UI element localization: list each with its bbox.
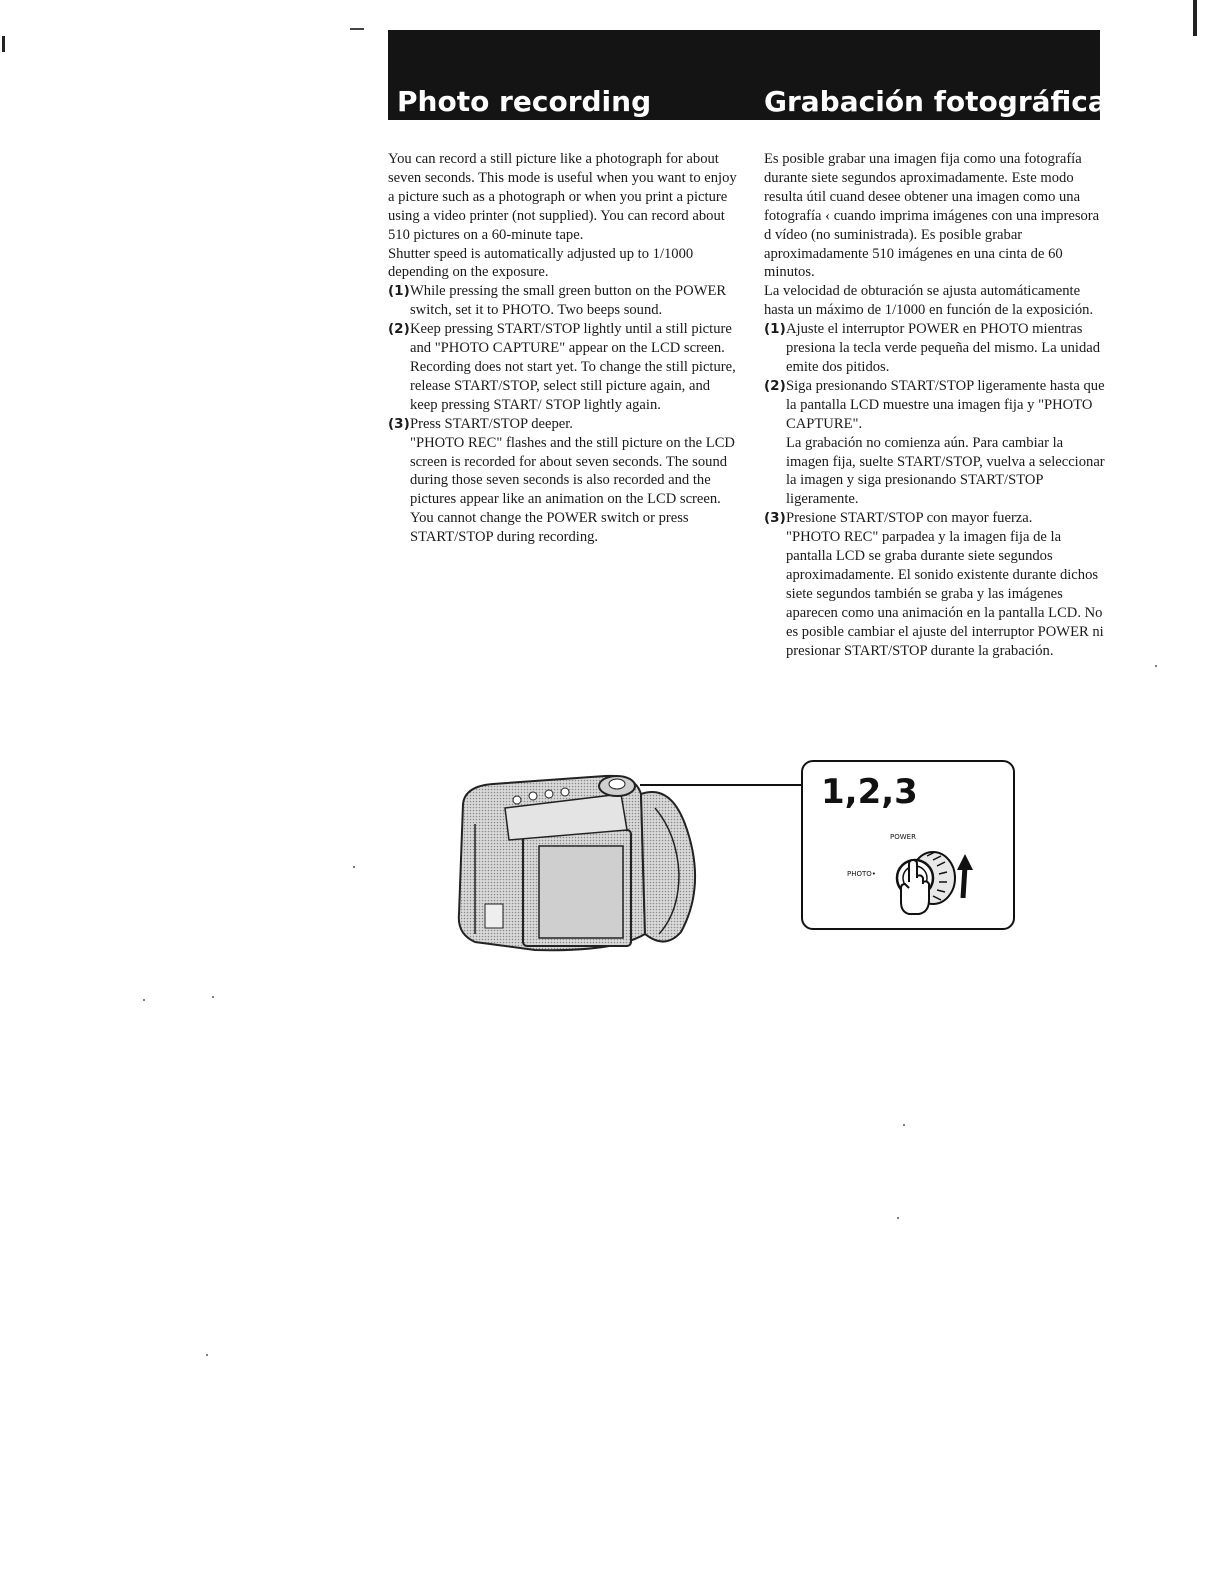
scan-speck	[897, 1217, 899, 1219]
step-number: (2)	[764, 377, 786, 394]
step-text: Keep pressing START/STOP lightly until a still picture and "PHOTO CAPTURE" appear on the LCD screen.	[410, 321, 732, 357]
scan-speck	[212, 996, 214, 998]
callout-leader-line	[640, 784, 802, 786]
scan-speck	[1155, 665, 1157, 667]
step-number: (1)	[764, 321, 786, 338]
step-2	[388, 320, 740, 415]
scan-speck	[206, 1354, 208, 1356]
page-edge-mark	[2, 36, 5, 52]
spanish-column	[764, 150, 1109, 660]
intro-paragraph: Es posible grabar una imagen fija como una fotografía durante siete segundos aproximadamente. Este modo resulta útil cuand desee obtener una imagen como una fotografía ‹ cuando imprima imágenes con una impresora d vídeo (no suministrada). Es posible grabar aproximadamente 510 imágenes en una cinta de 60 minutos.	[764, 151, 1100, 281]
page-edge-rule	[1193, 0, 1197, 36]
intro-paragraph: La velocidad de obturación se ajusta automáticamente hasta un máximo de 1/1000 en función de la exposición.	[764, 283, 1094, 319]
step-note: "PHOTO REC" flashes and the still picture on the LCD screen is recorded for about seven seconds. The sound during those seven seconds is also recorded and the pictures appear like an animation on the LCD screen. You cannot change the POWER switch or press START/STOP during recording.	[410, 434, 735, 546]
power-label: POWER	[890, 833, 916, 841]
power-switch-diagram	[843, 830, 1003, 926]
step-text: While pressing the small green button on the POWER switch, set it to PHOTO. Two beeps sound.	[410, 283, 727, 319]
step-1	[764, 320, 1109, 377]
scan-speck	[353, 866, 355, 868]
step-number: (1)	[388, 283, 410, 300]
intro-paragraph: You can record a still picture like a photograph for about seven seconds. This mode is useful when you want to enjoy a picture such as a photograph or when you print a picture using a video printer (not supplied). You can record about 510 pictures on a 60-minute tape.	[388, 151, 737, 243]
step-note: La grabación no comienza aún. Para cambiar la imagen fija, suelte START/STOP, vuelva a seleccionar la imagen y siga presionando START/STOP ligeramente.	[786, 434, 1105, 508]
step-text: Presione START/STOP con mayor fuerza.	[786, 510, 1033, 527]
step-1	[388, 282, 740, 320]
step-text: Press START/STOP deeper.	[410, 415, 573, 432]
power-switch-callout	[801, 760, 1015, 930]
english-column	[388, 150, 740, 547]
step-note: "PHOTO REC" parpadea y la imagen fija de la pantalla LCD se graba durante siete segundos aproximadamente. El sonido existente durante dichos siete segundos también se graba y las imágenes aparecen como una animación en la pantalla LCD. No es posible cambiar el ajuste del interruptor POWER ni presionar START/STOP durante la grabación.	[786, 529, 1104, 659]
step-number: (3)	[764, 510, 786, 527]
intro-paragraph: Shutter speed is automatically adjusted up to 1/1000 depending on the exposure.	[388, 245, 694, 281]
step-number: (3)	[388, 415, 410, 432]
photo-label: PHOTO•	[847, 870, 876, 878]
page-title-spanish: Grabación fotográfica	[764, 85, 1107, 118]
camcorder-illustration	[445, 764, 805, 956]
step-reference-label: 1,2,3	[821, 772, 918, 812]
crop-tick	[350, 28, 364, 30]
page-title-english: Photo recording	[397, 85, 652, 118]
step-3	[764, 509, 1109, 660]
step-2	[764, 377, 1109, 509]
step-text: Siga presionando START/STOP ligeramente hasta que la pantalla LCD muestre una imagen fija y "PHOTO CAPTURE".	[786, 377, 1105, 432]
step-number: (2)	[388, 321, 410, 338]
scan-speck	[903, 1124, 905, 1126]
scan-speck	[143, 999, 145, 1001]
step-3	[388, 415, 740, 547]
step-note: Recording does not start yet. To change the still picture, release START/STOP, select still picture again, and keep pressing START/ STOP lightly again.	[410, 358, 736, 413]
step-text: Ajuste el interruptor POWER en PHOTO mientras presiona la tecla verde pequeña del mismo. La unidad emite dos pitidos.	[786, 321, 1101, 375]
